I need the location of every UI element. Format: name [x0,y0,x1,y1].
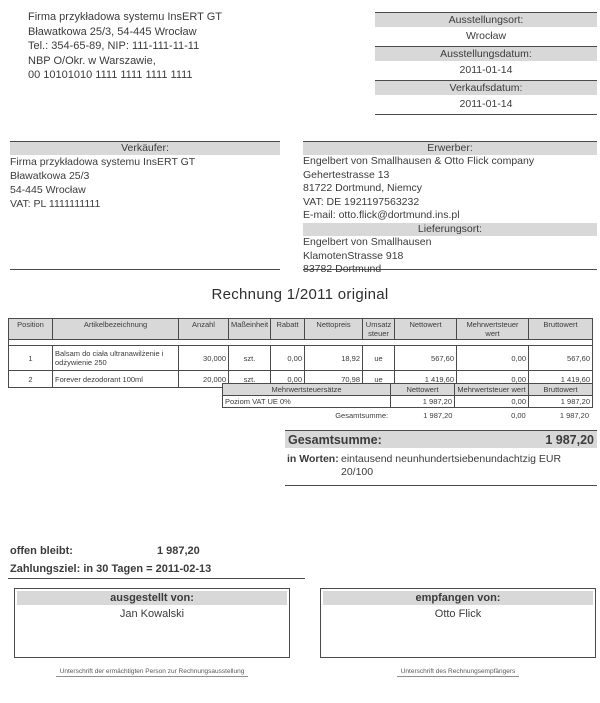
item-vat-value: 0,00 [457,346,529,371]
buyer-name: Engelbert von Smallhausen & Otto Flick company [303,155,535,167]
sale-date-label: Verkaufsdatum: [375,81,597,95]
item-description: Forever dezodorant 100ml [53,371,179,388]
vat-header-row [223,384,593,396]
seller-section [10,141,280,270]
seller-street: Bławatkowa 25/3 [10,170,90,182]
vat-header-vat: Mehrwertsteuer wert [455,384,529,396]
vat-rate-gross: 1 987,20 [529,396,593,408]
buyer-email: E-mail: otto.flick@dortmund.ins.pl [303,209,460,222]
vat-summary-table [222,383,593,408]
company-phone-nip-line: Tel.: 354-65-89, NIP: 111-111-11-11 [28,40,200,52]
items-header-discount: Rabatt [271,319,305,340]
delivery-street: KlamotenStrasse 918 [303,249,404,262]
items-header-position: Position [9,319,53,340]
vat-header-rates: Mehrwertsteuersätze [223,384,391,396]
item-row [9,346,593,371]
vat-total-net: 1 987,20 [423,411,453,420]
company-name-line: Firma przykładowa systemu InsERT GT [28,11,222,23]
invoice-meta-boxes [375,12,597,115]
document-title: Rechnung 1/2011 original [211,286,389,303]
company-account-line: 00 10101010 1111 1111 1111 1111 [28,69,193,81]
issued-by-box [14,588,290,658]
payment-terms-row [10,563,305,575]
company-bank-line: NBP O/Okr. w Warszawie, [28,54,156,67]
seller-name: Firma przykładowa systemu InsERT GT [10,156,196,168]
vat-rate-row [223,396,593,408]
grand-total-label: Gesamtsumme: [288,432,382,447]
delivery-section-title: Lieferungsort: [303,223,597,236]
items-header-unit: Maßeinheit [229,319,271,340]
item-net-price: 18,92 [305,346,363,371]
payment-terms-value: in 30 Tagen = 2011-02-13 [83,563,212,575]
vat-rate-name: Poziom VAT UE 0% [223,396,391,408]
sale-date-box [375,80,597,114]
items-header-net-value: Nettowert [395,319,457,340]
issue-date-label: Ausstellungsdatum: [375,47,597,61]
issue-place-box [375,12,597,46]
buyer-vat: VAT: DE 1921197563232 [303,195,420,208]
vat-header-net: Nettowert [391,384,455,396]
received-by-caption-wrapper [320,660,596,678]
vat-header-gross: Bruttowert [529,384,593,396]
issued-by-name: Jan Kowalski [119,608,185,620]
vat-summary-wrapper [222,383,592,422]
issued-by-title: ausgestellt von: [17,591,287,605]
received-by-box [320,588,596,658]
vat-total-vat: 0,00 [511,411,526,420]
item-gross-value: 1 419,60 [529,371,593,388]
item-discount: 0,00 [271,346,305,371]
items-header-tax: Umsatz steuer [363,319,395,340]
vat-total-gross: 1 987,20 [559,411,590,420]
items-header-quantity: Anzahl [179,319,229,340]
buyer-street: Gehertestrasse 13 [303,168,390,181]
open-amount-row [10,545,305,557]
payment-terms-label: Zahlungsziel: [10,563,81,575]
items-header-vat-value: Mehrwertsteuer wert [457,319,529,340]
payment-section [10,545,305,575]
items-header-row [9,319,593,340]
items-header-description: Artikelbezeichnung [53,319,179,340]
item-tax: ue [363,371,395,388]
seller-section-title: Verkäufer: [10,142,280,155]
item-net-value: 567,60 [395,346,457,371]
company-address-line: Bławatkowa 25/3, 54-445 Wrocław [28,25,197,38]
grand-total-value: 1 987,20 [545,432,594,447]
seller-city: 54-445 Wrocław [10,184,86,196]
vat-rate-vat: 0,00 [455,396,529,408]
delivery-city: 83782 Dortmund [303,263,382,276]
item-description: Balsam do ciała ultranawilżenie i odżywienie 250 [53,346,179,371]
item-quantity: 30,000 [179,346,229,371]
vat-total-row [222,409,592,422]
issued-by-caption: Unterschrift der ermächtigten Person zur Rechnungsausstellung [56,668,249,677]
item-unit: szt. [229,346,271,371]
items-header-gross-value: Bruttowert [529,319,593,340]
item-position: 2 [9,371,53,388]
delivery-name: Engelbert von Smallhausen [303,235,432,248]
in-words-label: in Worten: [287,453,339,465]
issued-by-caption-wrapper [14,660,290,678]
received-by-name: Otto Flick [434,608,482,620]
issue-date-value: 2011-01-14 [459,64,513,76]
items-table [8,318,593,388]
received-by-caption: Unterschrift des Rechnungsempfängers [397,668,520,677]
item-gross-value: 567,60 [529,346,593,371]
item-vat-value: 0,00 [457,371,529,388]
item-position: 1 [9,346,53,371]
open-amount-value: 1 987,20 [156,545,200,557]
received-by-title: empfangen von: [323,591,593,605]
vat-rate-net: 1 987,20 [391,396,455,408]
payment-divider-line [8,578,305,579]
issue-place-value: Wrocław [465,30,507,42]
item-tax: ue [363,346,395,371]
items-table-wrapper [8,318,593,388]
grand-total-section [285,430,597,486]
item-quantity: 20,000 [179,371,229,388]
sale-date-value: 2011-01-14 [459,98,513,110]
issue-date-box [375,46,597,80]
buyer-section [303,141,597,276]
seller-vat: VAT: PL 1111111111 [10,198,101,210]
item-discount: 0,00 [271,371,305,388]
items-header-net-price: Nettopreis [305,319,363,340]
vat-total-label: Gesamtsumme: [335,411,389,420]
item-unit: szt. [229,371,271,388]
grand-total-bar [285,431,597,448]
buyer-section-title: Erwerber: [303,142,597,155]
company-header [28,10,222,83]
in-words-text: eintausend neunhundertsiebenundachtzig EUR 20/100 [341,453,562,478]
buyer-city: 81722 Dortmund, Niemcy [303,182,423,195]
issue-place-label: Ausstellungsort: [375,13,597,27]
open-amount-label: offen bleibt: [10,545,73,557]
item-net-price: 70,98 [305,371,363,388]
item-net-value: 1 419,60 [395,371,457,388]
amount-in-words-row [285,453,597,479]
